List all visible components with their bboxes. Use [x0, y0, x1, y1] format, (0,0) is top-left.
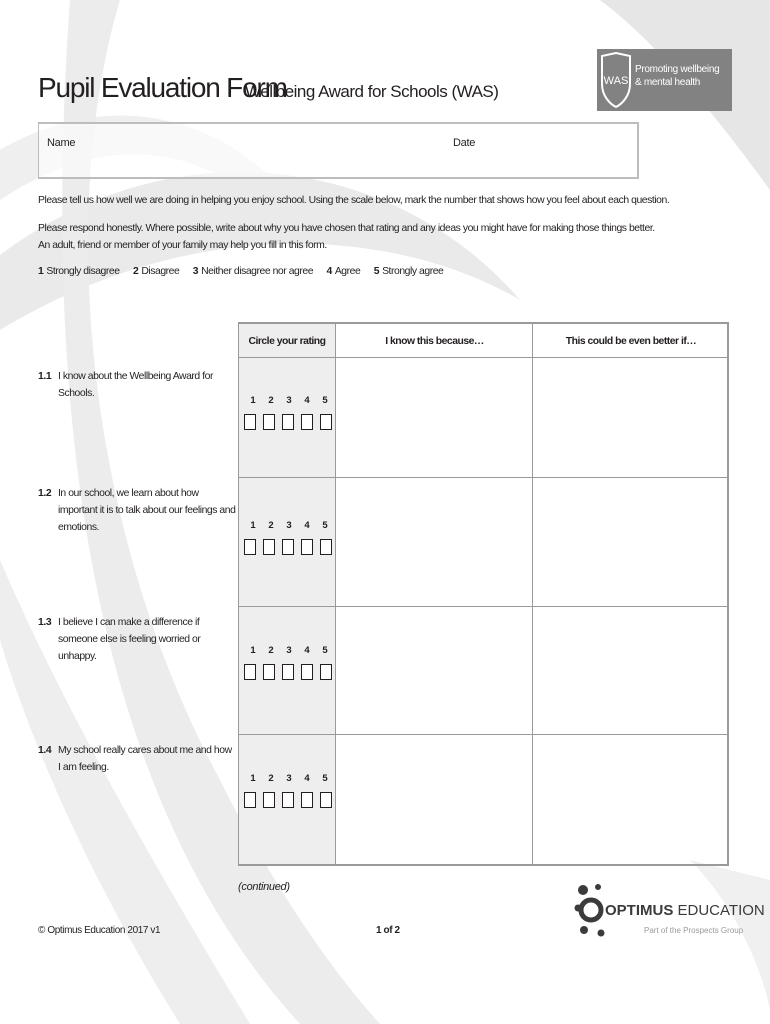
rating-checkbox[interactable] — [301, 664, 313, 680]
optimus-education-logo — [574, 880, 765, 944]
name-date-box[interactable] — [38, 122, 639, 179]
because-column[interactable] — [336, 324, 533, 864]
divider — [238, 606, 729, 607]
question-number: 1.3 — [38, 617, 52, 628]
rating-checkbox[interactable] — [301, 792, 313, 808]
rating-checkbox[interactable] — [301, 539, 313, 555]
question-text: I know about the Wellbeing Award for Schools. — [58, 371, 213, 399]
continued-note: (continued) — [238, 881, 290, 893]
rating-checkbox[interactable] — [282, 664, 294, 680]
was-mark: WAS — [603, 75, 629, 87]
question-text: My school really cares about me and how I am feeling. — [58, 745, 232, 773]
page-number: 1 of 2 — [376, 925, 400, 936]
divider — [238, 734, 729, 735]
header-because: I know this because… — [385, 336, 484, 347]
rating-checkbox[interactable] — [263, 539, 275, 555]
rating-boxes — [244, 792, 332, 808]
rating-checkbox[interactable] — [263, 414, 275, 430]
rating-checkbox[interactable] — [244, 539, 256, 555]
rating-checkbox[interactable] — [244, 664, 256, 680]
rating-boxes — [244, 539, 332, 555]
rating-checkbox[interactable] — [320, 792, 332, 808]
better-column[interactable] — [533, 324, 729, 864]
rating-checkbox[interactable] — [282, 414, 294, 430]
rating-checkbox[interactable] — [282, 792, 294, 808]
was-tagline: Promoting wellbeing & mental health — [635, 64, 720, 88]
rating-numbers: 1 2 3 4 5 — [250, 395, 328, 406]
copyright: © Optimus Education 2017 v1 — [38, 925, 161, 936]
optimus-logo-icon — [574, 880, 608, 944]
rating-checkbox[interactable] — [244, 792, 256, 808]
rating-numbers: 1 2 3 4 5 — [250, 520, 328, 531]
instructions-p2-line1: Please respond honestly. Where possible, write about why you have chosen that rating and any ideas you might have for making those things better. — [38, 223, 655, 234]
rating-checkbox[interactable] — [320, 414, 332, 430]
shield-icon — [600, 52, 632, 108]
date-label: Date — [453, 137, 476, 149]
rating-checkbox[interactable] — [244, 414, 256, 430]
rating-checkbox[interactable] — [301, 414, 313, 430]
optimus-wordmark: OPTIMUS EDUCATION — [605, 902, 765, 919]
question-number: 1.4 — [38, 745, 52, 756]
was-logo — [597, 49, 732, 111]
question-number: 1.1 — [38, 371, 52, 382]
page-subtitle: Wellbeing Award for Schools (WAS) — [245, 82, 499, 101]
optimus-subline: Part of the Prospects Group — [644, 926, 744, 935]
rating-checkbox[interactable] — [320, 539, 332, 555]
header-rating: Circle your rating — [248, 336, 326, 347]
page-title: Pupil Evaluation Form — [38, 72, 287, 103]
divider — [238, 357, 729, 358]
instructions-p2-line2: An adult, friend or member of your family may help you fill in this form. — [38, 240, 327, 251]
question-text: In our school, we learn about how important it is to talk about our feelings and emotions. — [58, 488, 236, 533]
rating-checkbox[interactable] — [263, 664, 275, 680]
rating-numbers: 1 2 3 4 5 — [250, 773, 328, 784]
instructions-p1: Please tell us how well we are doing in helping you enjoy school. Using the scale below, mark the number that shows how you feel about each question. — [38, 195, 670, 206]
rating-checkbox[interactable] — [263, 792, 275, 808]
divider — [238, 477, 729, 478]
name-label: Name — [47, 137, 76, 149]
question-number: 1.2 — [38, 488, 52, 499]
rating-checkbox[interactable] — [320, 664, 332, 680]
question-text: I believe I can make a difference if someone else is feeling worried or unhappy. — [58, 617, 201, 662]
header-better: This could be even better if… — [565, 336, 697, 347]
rating-boxes — [244, 664, 332, 680]
rating-scale-legend: 1 Strongly disagree 2 Disagree 3 Neither disagree nor agree 4 Agree 5 Strongly agree — [38, 266, 444, 277]
rating-numbers: 1 2 3 4 5 — [250, 645, 328, 656]
rating-checkbox[interactable] — [282, 539, 294, 555]
rating-boxes — [244, 414, 332, 430]
